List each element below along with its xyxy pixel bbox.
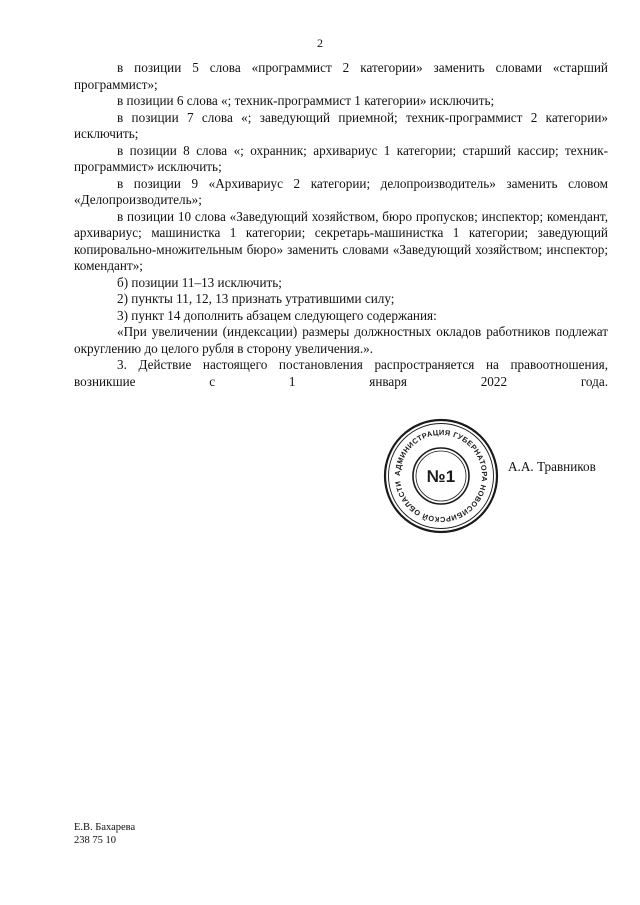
paragraph-subitem-b: б) позиции 11–13 исключить; — [117, 274, 282, 290]
paragraph-quote: «При увеличении (индексации) размеры должностных окладов работников подлежат округлению до целого рубля в сторону увеличения.». — [74, 324, 608, 356]
page-number: 2 — [317, 36, 323, 50]
signatory-name: А.А. Травников — [508, 459, 596, 474]
document-body — [74, 60, 608, 390]
paragraph-position-5: в позиции 5 слова «программист 2 категории» заменить словами «старший программист»; — [74, 60, 608, 92]
paragraph-item-3: 3) пункт 14 дополнить абзацем следующего содержания: — [117, 307, 437, 323]
paragraph-position-10: в позиции 10 слова «Заведующий хозяйством, бюро пропусков; инспектор; комендант, архивариус; машинистка 1 категории; секретарь-машинистка 1 категории; заведующий копировально-множительным бюро» заменить словами «Заведующий хозяйством; инспектор; комендант»; — [74, 208, 608, 273]
paragraph-position-6: в позиции 6 слова «; техник-программист 1 категории» исключить; — [117, 93, 495, 108]
official-seal — [383, 418, 499, 534]
paragraph-position-7: в позиции 7 слова «; заведующий приемной; техник-программист 2 категории» исключить; — [74, 109, 608, 141]
executor-block — [74, 821, 135, 847]
paragraph-position-8: в позиции 8 слова «; охранник; архивариус 1 категории; старший кассир; техник-программист» исключить; — [74, 142, 608, 174]
seal-number: №1 — [426, 467, 456, 486]
paragraph-effective-date: 3. Действие настоящего постановления распространяется на правоотношения, возникшие с 1 января 2022 года. — [74, 357, 608, 389]
executor-name: Е.В. Бахарева — [74, 822, 136, 833]
paragraph-item-2: 2) пункты 11, 12, 13 признать утратившими силу; — [117, 291, 395, 306]
executor-phone: 238 75 10 — [74, 835, 116, 846]
seal-circular-text: АДМИНИСТРАЦИЯ ГУБЕРНАТОРА НОВОСИБИРСКОЙ ОБЛАСТИ — [392, 427, 490, 525]
paragraph-position-9: в позиции 9 «Архивариус 2 категории; делопроизводитель» заменить словом «Делопроизводитель»; — [74, 175, 608, 207]
seal-graphic — [383, 418, 499, 534]
